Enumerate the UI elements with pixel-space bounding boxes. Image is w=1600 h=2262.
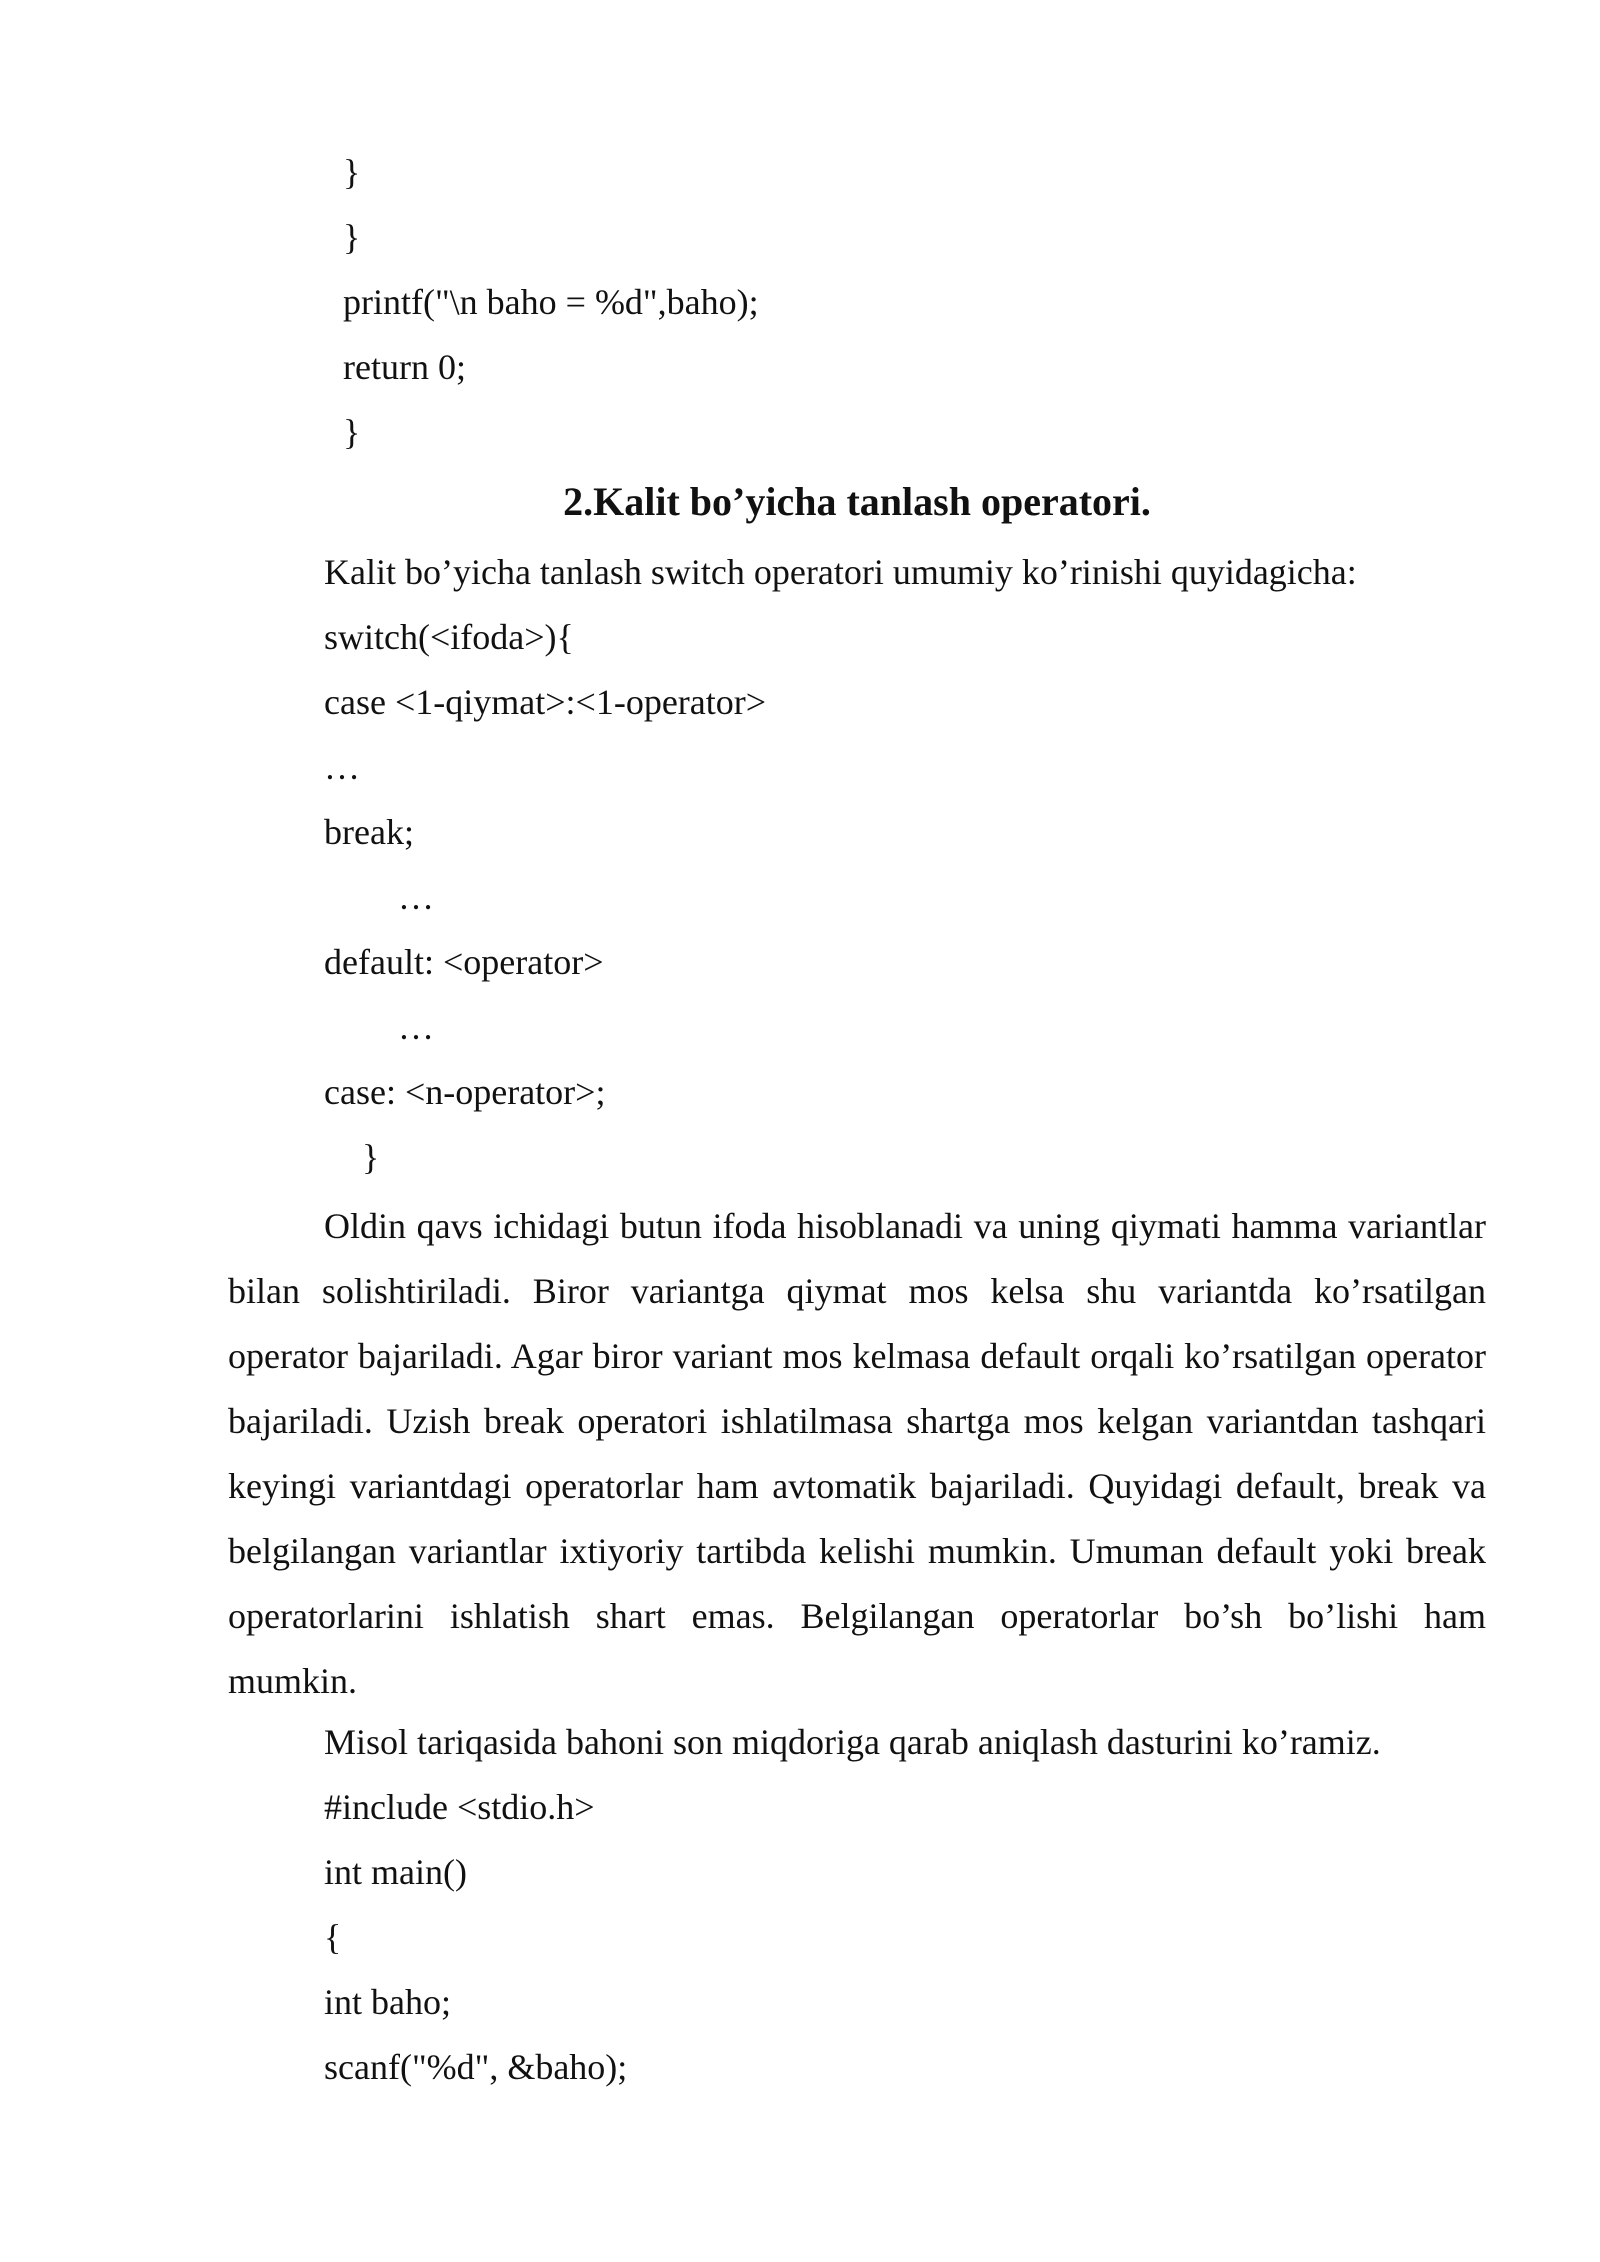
intro-text: Kalit bo’yicha tanlash switch operatori umumiy ko’rinishi quyidagicha:: [324, 552, 1357, 592]
code-line: int baho;: [324, 1982, 451, 2022]
example-intro: Misol tariqasida bahoni son miqdoriga qarab aniqlash dasturini ko’ramiz.: [324, 1722, 1381, 1762]
syntax-close-brace: }: [362, 1137, 380, 1177]
code-line: {: [324, 1917, 342, 1957]
body-paragraph: [228, 1194, 1486, 1714]
code-line: return 0;: [343, 347, 466, 387]
code-line: int main(): [324, 1852, 467, 1892]
code-line: }: [343, 412, 361, 452]
syntax-ellipsis: …: [398, 1007, 434, 1047]
syntax-default-line: default: <operator>: [324, 942, 604, 982]
code-line: }: [343, 217, 361, 257]
syntax-ellipsis: …: [324, 747, 360, 787]
syntax-ellipsis: …: [398, 877, 434, 917]
syntax-break-line: break;: [324, 812, 414, 852]
syntax-case-line: case <1-qiymat>:<1-operator>: [324, 682, 767, 722]
section-heading: 2.Kalit bo’yicha tanlash operatori.: [563, 479, 1151, 524]
code-line: printf("\n baho = %d",baho);: [343, 282, 759, 322]
code-line: scanf("%d", &baho);: [324, 2047, 628, 2087]
syntax-case-n-line: case: <n-operator>;: [324, 1072, 606, 1112]
syntax-switch-line: switch(<ifoda>){: [324, 617, 574, 657]
code-line: #include <stdio.h>: [324, 1787, 595, 1827]
code-line: }: [343, 152, 361, 192]
paragraph-text: Oldin qavs ichidagi butun ifoda hisoblanadi va uning qiymati hamma variantlar bilan solishtiriladi. Biror variantga qiymat mos kelsa shu variantda ko’rsatilgan operator bajariladi. Agar biror variant mos kelmasa default orqali ko’rsatilgan operator bajariladi. Uzish break operatori ishlatilmasa shartga mos kelgan variantdan tashqari keyingi variantdagi operatorlar ham avtomatik bajariladi. Quyidagi default, break va belgilangan variantlar ixtiyoriy tartibda kelishi mumkin. Umuman default yoki break operatorlarini ishlatish shart emas. Belgilangan operatorlar bo’sh bo’lishi ham mumkin.: [228, 1206, 1486, 1701]
